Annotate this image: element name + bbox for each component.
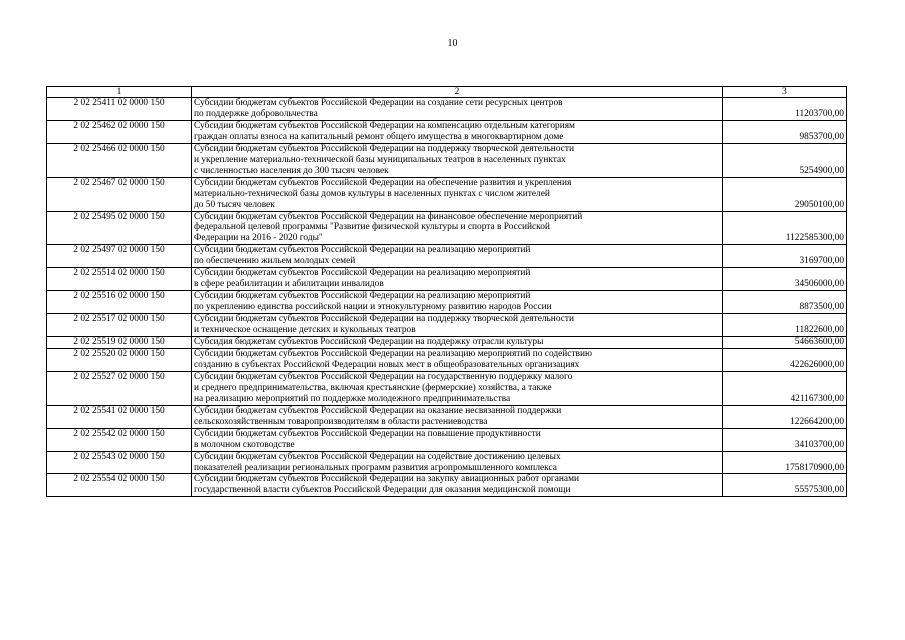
table-row xyxy=(47,268,847,291)
subsidy-name-line: показателей реализации региональных программ развития агропромышленного комплекса xyxy=(194,462,557,473)
amount-cell: 11203700,00 xyxy=(723,98,847,121)
budget-code-cell: 2 02 25542 02 0000 150 xyxy=(47,428,192,451)
subsidy-name-line: Субсидии бюджетам субъектов Российской Федерации на реализацию мероприятий xyxy=(194,291,531,302)
amount-cell: 1758170900,00 xyxy=(723,451,847,474)
subsidy-name-line: с численностью населения до 300 тысяч человек xyxy=(194,165,389,176)
budget-code-cell: 2 02 25411 02 0000 150 xyxy=(47,98,192,121)
subsidy-name-cell xyxy=(192,291,723,314)
subsidy-name-line: Субсидии бюджетам субъектов Российской Федерации на реализацию мероприятий по содействию xyxy=(194,348,593,359)
budget-code-cell: 2 02 25466 02 0000 150 xyxy=(47,143,192,177)
subsidy-name-line: Субсидии бюджетам субъектов Российской Федерации на финансовое обеспечение мероприятий xyxy=(194,211,583,222)
table-row xyxy=(47,348,847,371)
table-row xyxy=(47,371,847,405)
page-number: 10 xyxy=(447,38,458,49)
budget-code-cell: 2 02 25527 02 0000 150 xyxy=(47,371,192,405)
table-row xyxy=(47,98,847,121)
amount-cell: 54663600,00 xyxy=(723,337,847,349)
column-header-amount: 3 xyxy=(723,87,847,98)
subsidy-name-line: Федерации на 2016 - 2020 годы" xyxy=(194,233,323,244)
subsidy-name-line: по укреплению единства российской нации и этнокультурному развитию народов России xyxy=(194,302,552,313)
subsidy-name-line: государственной власти субъектов Российской Федерации для оказания медицинской помощи xyxy=(194,485,571,496)
subsidy-name-line: Субсидии бюджетам субъектов Российской Федерации на закупку авиационных работ органами xyxy=(194,474,580,485)
table-row xyxy=(47,474,847,497)
amount-cell: 34103700,00 xyxy=(723,428,847,451)
subsidy-name-cell xyxy=(192,371,723,405)
budget-code-cell: 2 02 25554 02 0000 150 xyxy=(47,474,192,497)
budget-code-cell: 2 02 25462 02 0000 150 xyxy=(47,120,192,143)
subsidy-name-line: граждан оплаты взноса на капитальный ремонт общего имущества в многоквартирном доме xyxy=(194,131,564,142)
table-row xyxy=(47,291,847,314)
budget-code-cell: 2 02 25495 02 0000 150 xyxy=(47,211,192,245)
table-row xyxy=(47,314,847,337)
table-body xyxy=(47,98,847,497)
subsidy-name-line: на реализацию мероприятий по поддержке молодежного предпринимательства xyxy=(194,393,511,404)
amount-cell: 122664200,00 xyxy=(723,405,847,428)
subsidy-name-cell xyxy=(192,211,723,245)
table-row xyxy=(47,405,847,428)
subsidy-name-line: созданию в субъектах Российской Федерации новых мест в общеобразовательных организациях xyxy=(194,359,580,370)
subsidy-name-line: Субсидии бюджетам субъектов Российской Федерации на государственную поддержку малого xyxy=(194,371,573,382)
subsidy-name-cell xyxy=(192,120,723,143)
subsidy-name-cell xyxy=(192,143,723,177)
subsidy-name-line: Субсидии бюджетам субъектов Российской Федерации на компенсацию отдельным категориям xyxy=(194,120,575,131)
amount-cell: 5254900,00 xyxy=(723,143,847,177)
subsidy-name-line: Субсидии бюджетам субъектов Российской Федерации на обеспечение развития и укрепления xyxy=(194,177,572,188)
subsidy-name-line: Субсидии бюджетам субъектов Российской Федерации на создание сети ресурсных центров xyxy=(194,98,563,108)
amount-cell: 3169700,00 xyxy=(723,245,847,268)
subsidy-name-line: Субсидии бюджетам субъектов Российской Федерации на повышение продуктивности xyxy=(194,428,541,439)
column-header-name: 2 xyxy=(192,87,723,98)
budget-code-cell: 2 02 25514 02 0000 150 xyxy=(47,268,192,291)
subsidy-name-line: по поддержке добровольчества xyxy=(194,108,318,119)
budget-code-cell: 2 02 25516 02 0000 150 xyxy=(47,291,192,314)
subsidy-name-cell xyxy=(192,428,723,451)
amount-cell: 421167300,00 xyxy=(723,371,847,405)
budget-code-cell: 2 02 25497 02 0000 150 xyxy=(47,245,192,268)
subsidy-name-cell xyxy=(192,98,723,121)
amount-cell: 1122585300,00 xyxy=(723,211,847,245)
subsidy-name-cell xyxy=(192,245,723,268)
subsidy-name-line: Субсидия бюджетам субъектов Российской Федерации на поддержку отрасли культуры xyxy=(194,337,544,348)
amount-cell: 29050100,00 xyxy=(723,177,847,211)
subsidy-name-line: материально-технической базы домов культуры в населенных пунктах с числом жителей xyxy=(194,188,550,199)
subsidy-name-cell xyxy=(192,314,723,337)
subsidy-name-line: в молочном скотоводстве xyxy=(194,439,295,450)
budget-code-cell: 2 02 25517 02 0000 150 xyxy=(47,314,192,337)
subsidy-name-line: Субсидии бюджетам субъектов Российской Федерации на реализацию мероприятий xyxy=(194,245,531,256)
subsidy-name-line: в сфере реабилитации и абилитации инвалидов xyxy=(194,279,384,290)
budget-code-cell: 2 02 25467 02 0000 150 xyxy=(47,177,192,211)
budget-code-cell: 2 02 25519 02 0000 150 xyxy=(47,337,192,349)
subsidy-name-cell xyxy=(192,268,723,291)
subsidy-name-line: Субсидии бюджетам субъектов Российской Федерации на оказание несвязанной поддержки xyxy=(194,405,562,416)
table-row xyxy=(47,211,847,245)
subsidy-name-line: Субсидии бюджетам субъектов Российской Федерации на поддержку творческой деятельности xyxy=(194,143,575,154)
subsidy-name-line: и техническое оснащение детских и кукольных театров xyxy=(194,325,416,336)
subsidy-name-cell xyxy=(192,348,723,371)
amount-cell: 11822600,00 xyxy=(723,314,847,337)
table-row xyxy=(47,120,847,143)
budget-code-cell: 2 02 25543 02 0000 150 xyxy=(47,451,192,474)
amount-cell: 8873500,00 xyxy=(723,291,847,314)
subsidy-name-line: и среднего предпринимательства, включая крестьянские (фермерские) хозяйства, а также xyxy=(194,382,552,393)
subsidy-name-line: федеральной целевой программы "Развитие физической культуры и спорта в Российской xyxy=(194,222,550,233)
subsidy-name-line: Субсидии бюджетам субъектов Российской Федерации на реализацию мероприятий xyxy=(194,268,531,279)
subsidy-name-cell xyxy=(192,451,723,474)
amount-cell: 422626000,00 xyxy=(723,348,847,371)
subsidy-name-line: и укрепление материально-технической базы муниципальных театров в населенных пунктах xyxy=(194,154,566,165)
amount-cell: 9853700,00 xyxy=(723,120,847,143)
budget-table xyxy=(46,86,847,497)
table-row xyxy=(47,143,847,177)
column-header-code: 1 xyxy=(47,87,192,98)
subsidy-name-cell xyxy=(192,405,723,428)
table-row xyxy=(47,245,847,268)
subsidy-name-cell xyxy=(192,337,723,349)
subsidy-name-line: до 50 тысяч человек xyxy=(194,199,275,210)
subsidy-name-cell xyxy=(192,177,723,211)
table-row xyxy=(47,451,847,474)
table-row xyxy=(47,177,847,211)
subsidy-name-line: Субсидии бюджетам субъектов Российской Федерации на содействие достижению целевых xyxy=(194,451,561,462)
table-row xyxy=(47,337,847,349)
table-header-row xyxy=(47,87,847,98)
amount-cell: 55575300,00 xyxy=(723,474,847,497)
table-row xyxy=(47,428,847,451)
amount-cell: 34506000,00 xyxy=(723,268,847,291)
budget-code-cell: 2 02 25520 02 0000 150 xyxy=(47,348,192,371)
subsidy-name-line: Субсидии бюджетам субъектов Российской Федерации на поддержку творческой деятельности xyxy=(194,314,575,325)
subsidy-name-line: сельскохозяйственным товаропроизводителям в области растениеводства xyxy=(194,416,488,427)
subsidy-name-line: по обеспечению жильем молодых семей xyxy=(194,256,356,267)
budget-code-cell: 2 02 25541 02 0000 150 xyxy=(47,405,192,428)
subsidy-name-cell xyxy=(192,474,723,497)
